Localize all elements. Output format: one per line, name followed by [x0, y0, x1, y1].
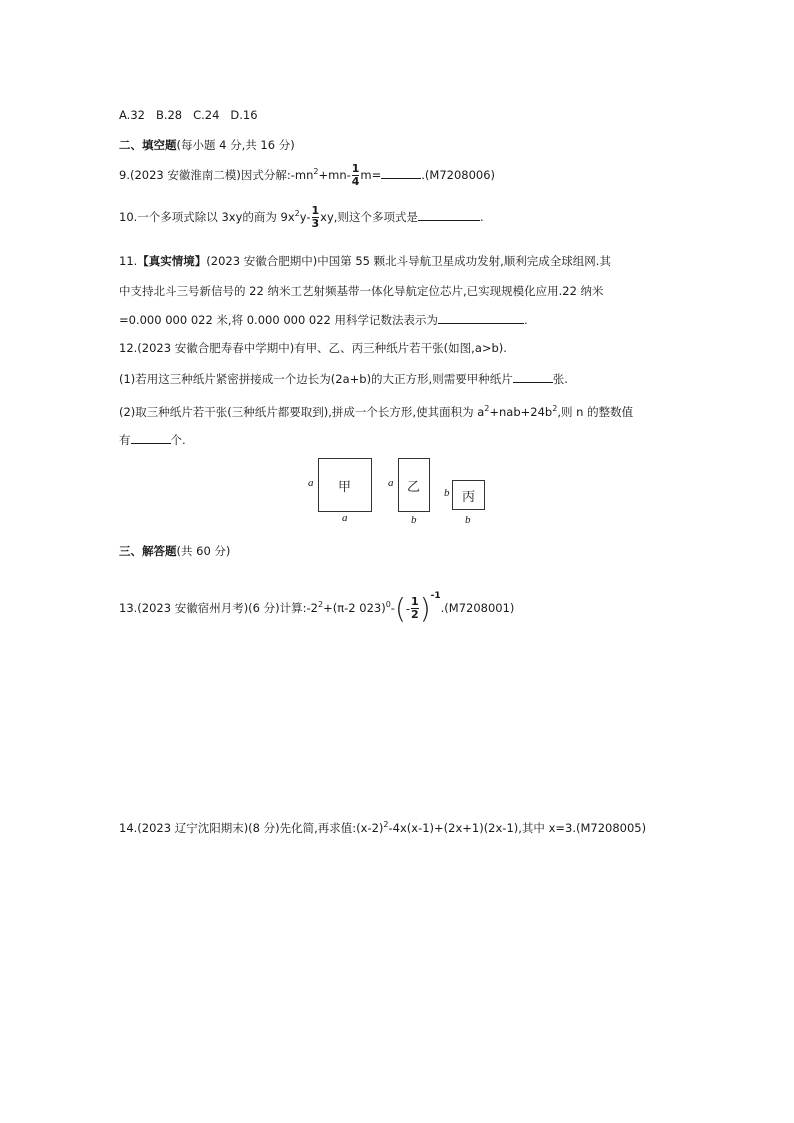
- q12-stem: 12.(2023 安徽合肥寿春中学期中)有甲、乙、丙三种纸片若干张(如图,a>b).: [119, 341, 507, 355]
- q9-exponent: 2: [313, 167, 319, 177]
- q12-sub2-exp1: 2: [484, 404, 490, 413]
- q10-frac-den: 3: [311, 217, 320, 230]
- piece-bing-bottom-label: b: [465, 514, 471, 526]
- q13-mid1: +(π-2 023): [323, 601, 386, 615]
- question-11-line2: [119, 283, 604, 299]
- q13-frac-den: 2: [411, 608, 419, 621]
- q10-suffix: xy,则这个多项式是: [320, 210, 418, 224]
- q11-number: 11.: [119, 254, 138, 268]
- q12-sub2-blank[interactable]: [131, 431, 171, 444]
- q12-sub2-text-b: +nab+24b: [489, 404, 553, 419]
- q9-suffix: m=: [360, 168, 382, 182]
- q10-frac-num: 1: [311, 204, 320, 217]
- q10-end: .: [479, 210, 484, 224]
- section3-title: 三、解答题: [119, 544, 177, 558]
- piece-yi-label: 乙: [407, 480, 421, 495]
- q13-left-paren: (: [394, 591, 406, 625]
- q12-sub2-end: 个.: [170, 433, 186, 447]
- q12-sub2-text-a: (2)取三种纸片若干张(三种纸片都要取到),拼成一个长方形,使其面积为 a: [119, 404, 485, 419]
- q9-prefix: 9.(2023 安徽淮南二模)因式分解:-mn: [119, 168, 314, 182]
- q13-inner-minus: -: [405, 601, 411, 616]
- q10-prefix: 10.一个多项式除以 3xy的商为 9x: [119, 210, 295, 224]
- option-a: A.32: [119, 108, 145, 122]
- q11-tag: 【真实情境】: [137, 254, 207, 268]
- piece-jia-bottom-label: a: [342, 512, 348, 524]
- q10-fraction: [312, 205, 320, 230]
- piece-yi-bottom-label: b: [411, 514, 417, 526]
- piece-bing-label: 丙: [462, 490, 476, 505]
- question-12-sub2-line2: [119, 431, 186, 448]
- option-d: D.16: [230, 108, 258, 122]
- question-12-line1: [119, 340, 507, 356]
- q9-frac-num: 1: [351, 162, 360, 175]
- q13-exp: 2: [317, 600, 324, 610]
- q11-end: .: [524, 313, 528, 327]
- q13-frac-num: 1: [411, 595, 419, 608]
- q11-text-1: (2023 安徽合肥期中)中国第 55 颗北斗导航卫星成功发射,顺利完成全球组网.其: [206, 254, 611, 268]
- q9-fraction: [352, 163, 360, 188]
- section3-note: (共 60 分): [176, 544, 231, 558]
- q13-zero-exp: 0: [385, 600, 391, 610]
- q11-answer-blank[interactable]: [438, 311, 524, 324]
- q12-sub1-end: 张.: [552, 372, 568, 386]
- q8-options: [119, 107, 258, 123]
- question-14: [119, 817, 646, 836]
- q12-sub2-text-c: ,则 n 的整数值: [557, 404, 634, 419]
- piece-jia-label: 甲: [338, 480, 352, 495]
- q10-answer-blank[interactable]: [418, 208, 480, 221]
- q13-mid2: -: [390, 601, 395, 615]
- q11-text-3: =0.000 000 022 米,将 0.000 000 022 用科学记数法表示为: [119, 313, 439, 327]
- q9-frac-den: 4: [351, 175, 360, 188]
- q12-sub1-blank[interactable]: [513, 370, 553, 383]
- q11-text-2: 中支持北斗三号新信号的 22 纳米工艺射频基带一体化导航定位芯片,已实现规模化应用.22 纳米: [119, 284, 604, 298]
- q13-fraction: [411, 596, 419, 621]
- q12-sub2-you: 有: [119, 433, 131, 447]
- q12-sub1-text: (1)若用这三种纸片紧密拼接成一个边长为(2a+b)的大正方形,则需要甲种纸片: [119, 372, 513, 386]
- question-11-line1: [119, 253, 611, 269]
- piece-bing-side-label: b: [444, 487, 450, 499]
- q13-code: .(M7208001): [440, 601, 515, 615]
- piece-yi-side-label: a: [388, 477, 394, 489]
- option-c: C.24: [193, 108, 220, 122]
- section2-title: 二、填空题: [119, 138, 177, 152]
- q14-exp: 2: [383, 820, 389, 829]
- q14-text-b: -4x(x-1)+(2x+1)(2x-1),其中 x=3.(M7208005): [388, 820, 647, 835]
- question-11-line3: [119, 311, 528, 328]
- option-b: B.28: [155, 108, 183, 122]
- q10-exponent: 2: [294, 209, 300, 219]
- q12-sub2-exp2: 2: [552, 404, 558, 413]
- q13-right-paren: ): [419, 591, 431, 625]
- question-12-sub1: [119, 370, 568, 387]
- question-9: [119, 163, 495, 188]
- q13-outer-exp: -1: [430, 591, 441, 601]
- section3-header: [119, 543, 230, 559]
- section2-header: [119, 137, 295, 153]
- q9-answer-blank[interactable]: [381, 166, 421, 179]
- piece-jia-side-label: a: [308, 477, 314, 489]
- q9-code: .(M7208006): [421, 168, 496, 182]
- q10-mid: y-: [299, 210, 311, 224]
- q13-prefix: 13.(2023 安徽宿州月考)(6 分)计算:-2: [119, 601, 318, 615]
- question-13: [119, 578, 515, 625]
- section2-note: (每小题 4 分,共 16 分): [176, 138, 295, 152]
- question-12-sub2: [119, 401, 633, 420]
- question-10: [119, 205, 484, 230]
- q14-text-a: 14.(2023 辽宁沈阳期末)(8 分)先化简,再求值:(x-2): [119, 820, 384, 835]
- q9-mid: +mn-: [318, 168, 351, 182]
